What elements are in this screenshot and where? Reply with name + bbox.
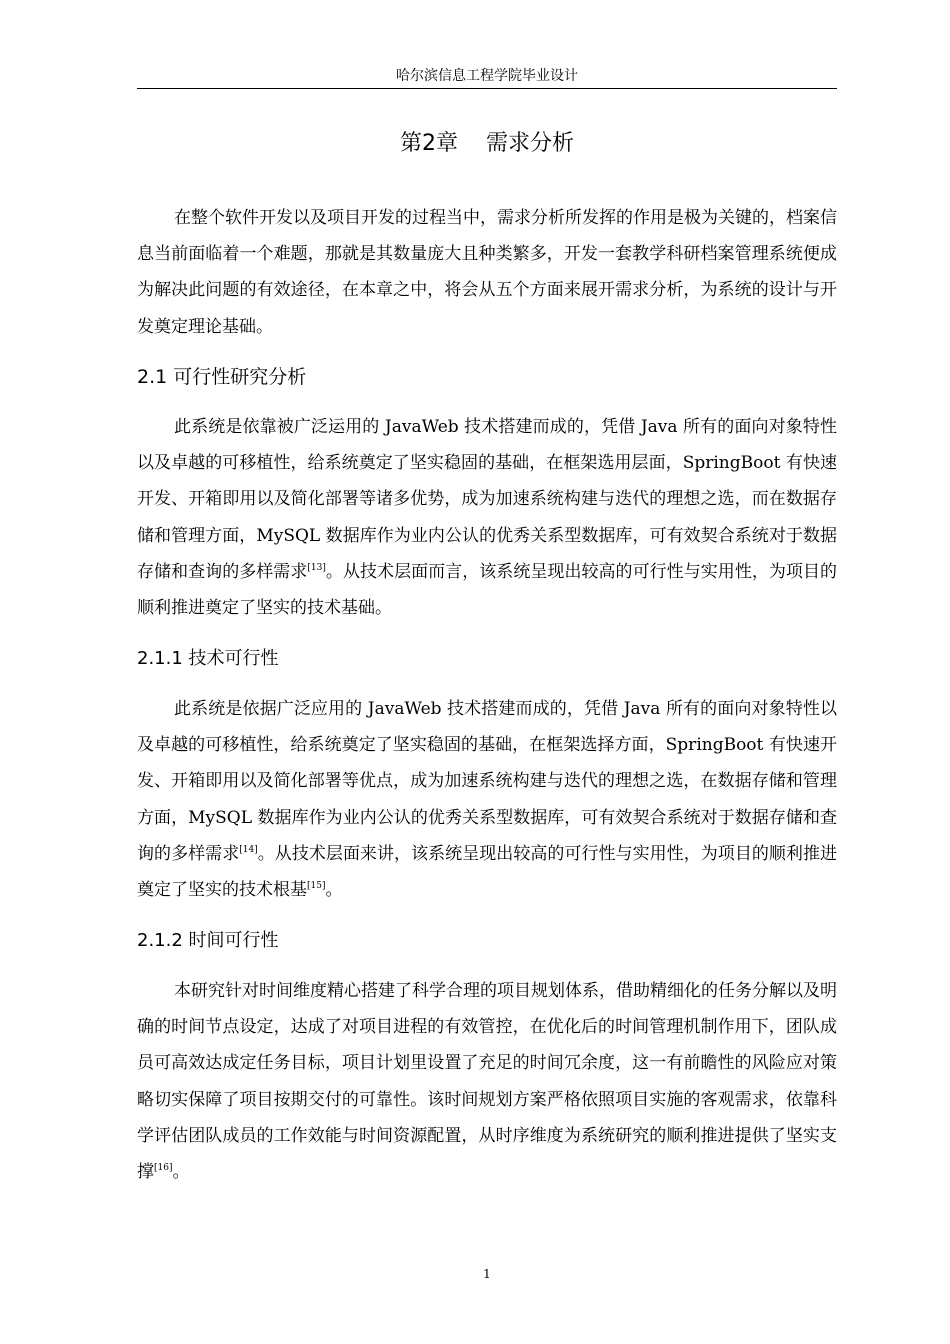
citation-ref: [16] xyxy=(154,1163,173,1174)
paragraph-text: 此系统是依靠被广泛运用的 JavaWeb 技术搭建而成的，凭借 Java 所有的面向对象特性以及卓越的可移植性，给系统奠定了坚实稳固的基础，在框架选用层面，SpringBoot 有快速开发、开箱即用以及简化部署等诸多优势，成为加速系统构建与迭代的理想之选，而在数据存储和管理方面，MySQL 数据库作为业内公认的优秀关系型数据库，可有效契合系统对于数据存储和查询的多样需求 xyxy=(137,417,837,582)
citation-ref: [15] xyxy=(307,881,326,892)
section-2-1-1-paragraph xyxy=(137,691,837,908)
intro-paragraph: 在整个软件开发以及项目开发的过程当中，需求分析所发挥的作用是极为关键的，档案信息当前面临着一个难题，那就是其数量庞大且种类繁多，开发一套教学科研档案管理系统便成为解决此问题的有效途径，在本章之中，将会从五个方面来展开需求分析，为系统的设计与开发奠定理论基础。 xyxy=(137,208,837,337)
paragraph-text: 此系统是依据广泛应用的 JavaWeb 技术搭建而成的，凭借 Java 所有的面向对象特性以及卓越的可移植性，给系统奠定了坚实稳固的基础，在框架选择方面，SpringBoot 有快速开发、开箱即用以及简化部署等优点，成为加速系统构建与迭代的理想之选，在数据存储和管理方面，MySQL 数据库作为业内公认的优秀关系型数据库，可有效契合系统对于数据存储和查询的多样需求 xyxy=(137,699,837,864)
citation-ref: [14] xyxy=(239,844,258,855)
section-2-1-1-heading: 2.1.1 技术可行性 xyxy=(137,648,279,669)
paragraph-text: 。从技术层面来讲，该系统呈现出较高的可行性与实用性，为项目的顺利推进奠定了坚实的技术根基 xyxy=(137,843,838,901)
paragraph-text: 。 xyxy=(325,880,343,901)
paragraph-text: 本研究针对时间维度精心搭建了科学合理的项目规划体系，借助精细化的任务分解以及明确的时间节点设定，达成了对项目进程的有效管控，在优化后的时间管理机制作用下，团队成员可高效达成定任务目标，项目计划里设置了充足的时间冗余度，这一有前瞻性的风险应对策略切实保障了项目按期交付的可靠性。该时间规划方案严格依照项目实施的客观需求，依靠科学评估团队成员的工作效能与时间资源配置，从时序维度为系统研究的顺利推进提供了坚实支撑 xyxy=(137,981,837,1183)
chapter-title: 第2章 需求分析 xyxy=(400,131,574,156)
running-header: 哈尔滨信息工程学院毕业设计 xyxy=(396,68,578,84)
paragraph-text: 。从技术层面而言，该系统呈现出较高的可行性与实用性，为项目的顺利推进奠定了坚实的技术基础。 xyxy=(137,561,838,619)
paragraph-text: 。 xyxy=(172,1162,190,1183)
section-2-1-2-heading: 2.1.2 时间可行性 xyxy=(137,930,279,951)
page-number: 1 xyxy=(483,1267,491,1281)
section-2-1-paragraph xyxy=(137,409,837,626)
section-2-1-2-paragraph xyxy=(137,973,837,1190)
citation-ref: [13] xyxy=(307,562,326,573)
header-rule xyxy=(137,88,837,89)
section-2-1-heading: 2.1 可行性研究分析 xyxy=(137,366,307,388)
